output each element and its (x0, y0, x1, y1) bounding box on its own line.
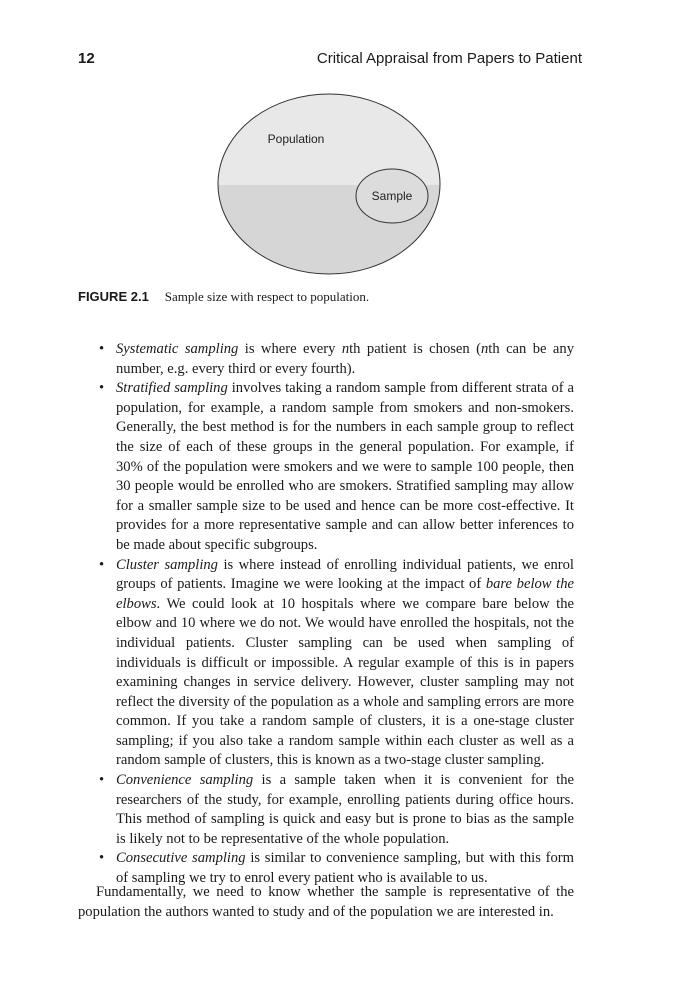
italic-term: Convenience sampling (116, 772, 254, 789)
list-item (116, 556, 574, 772)
text-segment: is a sample taken when it is convenient for the researchers of the study, for example, enrolling patients during office hours. This method of sampling is quick and easy but is prone to bias as the sample is likely not to be representative of the whole population. (116, 772, 574, 847)
list-item (116, 379, 574, 555)
caption-text: Sample size with respect to population. (164, 289, 370, 304)
text-segment: is where every (238, 341, 342, 357)
text-segment: is where instead of enrolling individual patients, we enrol groups of patients. Imagine we were looking at the impact of (116, 556, 574, 593)
closing-paragraph: Fundamentally, we need to know whether the sample is representative of the population the authors wanted to study and of the population we are interested in. (78, 884, 574, 920)
text-segment: th can be any number, e.g. every third or every fourth). (116, 341, 575, 377)
sample-label: Sample (371, 189, 413, 203)
figure-caption (78, 288, 582, 306)
text-segment: th patient is chosen ( (349, 341, 481, 357)
italic-term: Systematic sampling (116, 341, 239, 357)
italic-term: Cluster sampling (116, 556, 218, 573)
italic-term: n (481, 341, 489, 357)
italic-term: Stratified sampling (116, 380, 228, 397)
list-item (116, 340, 574, 379)
running-title: Critical Appraisal from Papers to Patient (316, 50, 582, 67)
venn-diagram (216, 92, 442, 276)
italic-term: Consecutive sampling (116, 850, 246, 867)
page-number: 12 (78, 50, 95, 67)
sampling-methods-list (116, 340, 574, 889)
population-sample-figure (216, 92, 442, 276)
italic-term: bare below the elbows (116, 576, 574, 612)
text-segment: involves taking a random sample from different strata of a population, for example, a random sample from smokers and non-smokers. Generally, the best method is for the numbers in each sample group to reflect the size of each of these groups in the general population. For example, if 30% of the population were smokers and we were to sample 100 people, then 30 people would be enrolled who are smokers. Stratified sampling may allow for a smaller sample size to be used and hence can be more cost-effective. It provides for a more representative sample and can allow better inferences to be made about specific subgroups. (116, 380, 575, 553)
text-segment: is similar to convenience sampling, but with this form of sampling we try to enrol every patient who is available to us. (116, 850, 574, 887)
population-upper-band (216, 92, 442, 185)
running-header (78, 50, 582, 74)
text-segment: . We could look at 10 hospitals where we compare bare below the elbow and 10 where we do not. We would have enrolled the hospitals, not the individual patients. Cluster sampling can be used when sampling of individuals is difficult or impossible. A regular example of this is in papers examining changes in service delivery. However, cluster sampling may not reflect the diversity of the population as a whole and sampling errors are more common. If you take a random sample of clusters, it is a one-stage cluster sampling; if you also take a random sample within each cluster as well as a random sample of clusters, this is known as a two-stage cluster sampling. (116, 595, 574, 769)
italic-term: n (341, 341, 350, 357)
list-item (116, 771, 574, 849)
population-label: Population (267, 132, 325, 146)
figure-label: FIGURE 2.1 (78, 289, 149, 304)
